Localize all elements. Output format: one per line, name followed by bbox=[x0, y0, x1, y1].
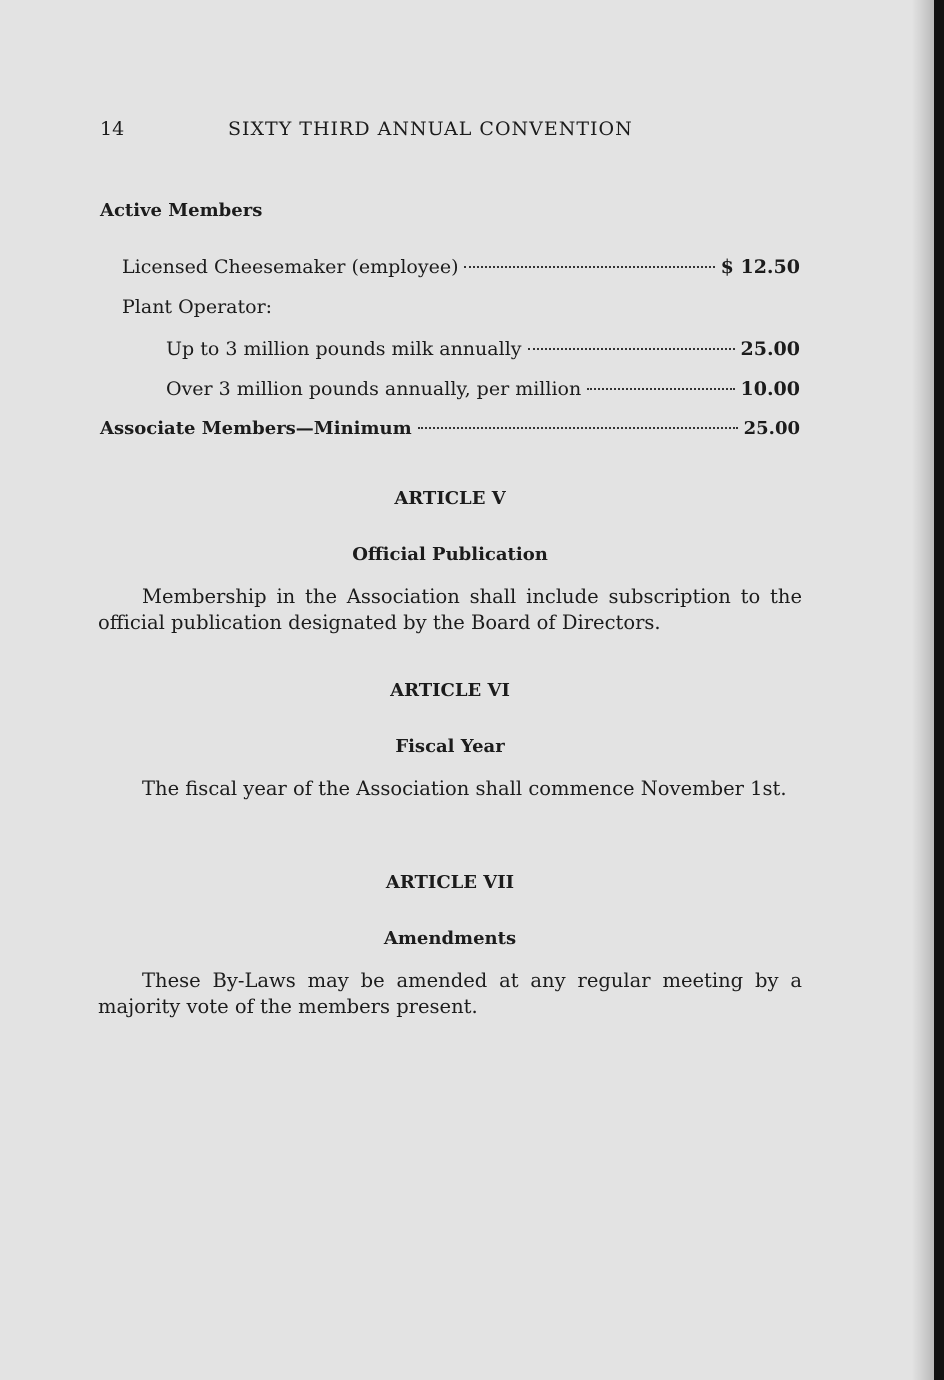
dot-leader bbox=[587, 388, 734, 390]
article-vi-title: ARTICLE VI bbox=[390, 680, 510, 701]
fee-label: Associate Members—Minimum bbox=[100, 418, 412, 439]
article-vii-text: These By-Laws may be amended at any regular meeting by a majority vote of the members present. bbox=[98, 969, 802, 1018]
article-vii-subtitle: Amendments bbox=[383, 928, 517, 949]
article-v-text: Membership in the Association shall include subscription to the official publication designated by the Board of Directors. bbox=[98, 585, 802, 634]
article-v-title: ARTICLE V bbox=[394, 488, 506, 509]
article-vi-text: The fiscal year of the Association shall commence November 1st. bbox=[142, 777, 787, 800]
plant-operator-label: Plant Operator: bbox=[122, 296, 273, 318]
fee-row-over-3-million bbox=[166, 378, 800, 400]
page-edge bbox=[934, 0, 944, 1380]
dot-leader bbox=[464, 266, 714, 268]
fee-label: Licensed Cheesemaker (employee) bbox=[122, 256, 459, 278]
running-title: SIXTY THIRD ANNUAL CONVENTION bbox=[228, 118, 633, 140]
article-vi-subtitle: Fiscal Year bbox=[395, 736, 505, 757]
page-number: 14 bbox=[100, 118, 125, 140]
article-vii-title: ARTICLE VII bbox=[385, 872, 515, 893]
dot-leader bbox=[528, 348, 735, 350]
binding-shadow bbox=[912, 0, 934, 1380]
dot-leader bbox=[418, 427, 738, 429]
fee-amount: 25.00 bbox=[740, 338, 800, 360]
fee-label: Over 3 million pounds annually, per million bbox=[166, 378, 582, 400]
fee-row-up-to-3-million bbox=[166, 338, 800, 360]
fee-row-licensed-cheesemaker bbox=[122, 256, 800, 278]
active-members-heading: Active Members bbox=[100, 200, 263, 221]
fee-row-associate-members bbox=[100, 418, 800, 439]
fee-amount: 25.00 bbox=[743, 418, 800, 439]
page-header bbox=[100, 118, 800, 144]
fee-amount: 10.00 bbox=[740, 378, 800, 400]
fee-label: Up to 3 million pounds milk annually bbox=[166, 338, 522, 360]
article-v-subtitle: Official Publication bbox=[352, 544, 548, 565]
fee-amount: $ 12.50 bbox=[720, 256, 800, 278]
